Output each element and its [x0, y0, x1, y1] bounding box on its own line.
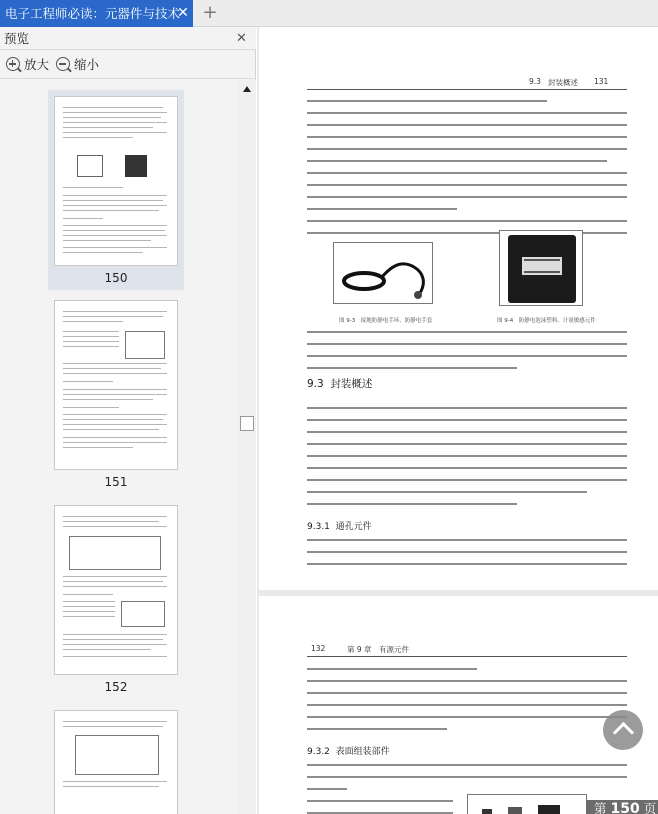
zoom-out-label: 缩小 — [74, 57, 100, 72]
thumbnail-list — [0, 80, 238, 814]
figure-esd-wrist-strap — [333, 242, 433, 304]
zoom-out-button[interactable] — [56, 55, 99, 75]
page-header-title: 封装概述 — [548, 78, 578, 87]
thumbnail-page-next[interactable] — [54, 710, 178, 814]
subsection-heading-9-3-2: 9.3.2 表面组装部件 — [307, 747, 390, 757]
page-number: 131 — [594, 77, 609, 86]
document-viewer[interactable] — [257, 27, 658, 814]
back-to-top-icon[interactable] — [603, 710, 643, 750]
page-indicator-number: 150 — [610, 801, 640, 814]
sidebar-close-icon[interactable]: ✕ — [236, 31, 247, 46]
page-indicator-prefix: 第 — [594, 801, 607, 814]
document-tab-title: 电子工程师必读：元器件与技术 — [5, 6, 181, 21]
document-page-132 — [259, 596, 658, 814]
zoom-in-label: 放大 — [24, 57, 50, 72]
figure-caption-9-3: 图 9-3 接地防静电手环、防静电手套 — [339, 318, 433, 324]
zoom-in-button[interactable] — [6, 55, 49, 75]
sidebar-scrollbar[interactable] — [238, 80, 256, 814]
document-page-131 — [259, 27, 658, 590]
close-tab-icon[interactable]: ✕ — [177, 5, 189, 21]
subsection-heading-9-3-1: 9.3.1 通孔元件 — [307, 522, 372, 532]
scroll-up-arrow-icon[interactable] — [243, 86, 251, 92]
thumbnail-label-151: 151 — [104, 475, 128, 489]
page-header-section: 9.3 — [529, 77, 541, 86]
zoom-out-icon — [56, 57, 70, 71]
scrollbar-thumb[interactable] — [240, 416, 254, 431]
page-header-title-132: 有源元件 — [379, 645, 409, 654]
figure-esd-foam — [499, 230, 583, 306]
page-header-chapter: 第 9 章 — [347, 645, 372, 654]
document-tab[interactable] — [0, 0, 193, 27]
preview-sidebar — [0, 27, 256, 814]
section-heading-9-3: 9.3 封装概述 — [307, 378, 373, 390]
page-number-132: 132 — [311, 644, 326, 653]
figure-smd-components — [467, 794, 587, 814]
figure-caption-9-4: 图 9-4 防静电泡沫塑料、计量敏感元件 — [497, 318, 596, 324]
thumbnail-page-152[interactable] — [54, 505, 178, 675]
thumbnail-page-150[interactable] — [54, 96, 178, 266]
thumbnail-label-152: 152 — [104, 680, 128, 694]
sidebar-toolbar — [0, 51, 256, 79]
current-page-indicator — [586, 800, 658, 814]
new-tab-icon[interactable]: + — [202, 2, 218, 23]
thumbnail-label-150: 150 — [104, 271, 128, 285]
sidebar-header — [0, 27, 256, 50]
zoom-in-icon — [6, 57, 20, 71]
tab-bar — [0, 0, 658, 27]
page-indicator-suffix: 页 — [643, 801, 657, 814]
thumbnail-page-151[interactable] — [54, 300, 178, 470]
sidebar-title: 预览 — [4, 31, 30, 46]
